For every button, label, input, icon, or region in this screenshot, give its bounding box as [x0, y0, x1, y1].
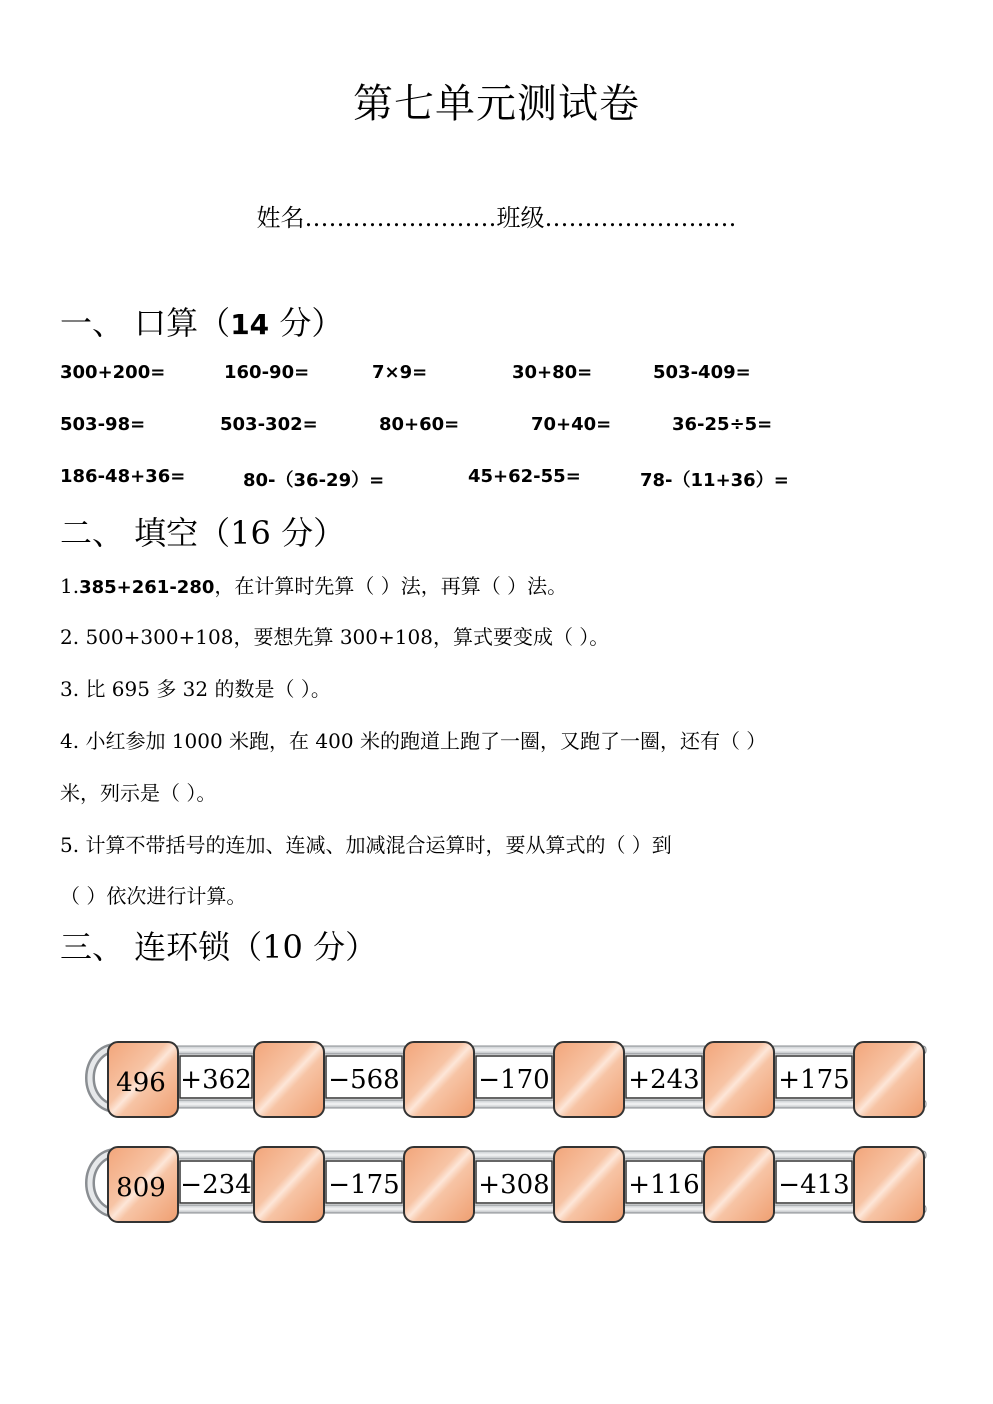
oral-item: 160-90= [224, 362, 310, 383]
section-1-heading [60, 298, 343, 344]
op-text: −568 [328, 1065, 400, 1095]
name-class-line: 姓名……………………班级…………………… [256, 204, 737, 232]
fill-q1-number: 1. [60, 574, 80, 598]
oral-item: 300+200= [60, 362, 166, 383]
oral-item: 30+80= [512, 362, 593, 383]
fill-q4-line2: 米，列示是（ ）。 [60, 781, 217, 805]
op-text: −413 [778, 1170, 850, 1200]
lock-body [704, 1147, 774, 1222]
start-number: 496 [116, 1068, 166, 1098]
lock-body [404, 1042, 474, 1117]
fill-q5-line1: 5. 计算不带括号的连加、连减、加减混合运算时，要从算式的（ ）到 [60, 833, 672, 857]
section-1-unit: 分） [269, 304, 344, 342]
lock-body [254, 1042, 324, 1117]
fill-q1-expression: 385+261-280 [79, 577, 215, 598]
fill-q1-text: ，在计算时先算（ ）法，再算（ ）法。 [214, 574, 568, 598]
oral-item: 503-409= [653, 362, 751, 383]
oral-item: 70+40= [531, 414, 612, 435]
fill-q4-line1: 4. 小红参加 1000 米跑，在 400 米的跑道上跑了一圈，又跑了一圈，还有（ ） [60, 729, 767, 753]
lock-body [404, 1147, 474, 1222]
oral-row-3 [60, 466, 960, 496]
chain-row-2 [90, 1147, 926, 1222]
op-text: +116 [628, 1170, 700, 1200]
lock-body [554, 1042, 624, 1117]
lock-body [254, 1147, 324, 1222]
op-text: +308 [478, 1170, 550, 1200]
section-1-score: 14 [230, 308, 270, 341]
op-text: −234 [180, 1170, 252, 1200]
start-number: 809 [116, 1173, 166, 1203]
lock-body [554, 1147, 624, 1222]
fill-q2: 2. 500+300+108，要想先算 300+108，算式要变成（ ）。 [60, 625, 610, 649]
oral-item: 503-302= [220, 414, 318, 435]
section-3-heading: 三、 连环锁（10 分） [60, 928, 378, 966]
section-2-heading: 二、 填空（16 分） [60, 514, 346, 552]
oral-item: 45+62-55= [468, 466, 581, 487]
oral-item: 80-（36-29）= [243, 470, 385, 491]
op-text: −170 [478, 1065, 550, 1095]
op-text: +243 [628, 1065, 700, 1095]
oral-item: 80+60= [379, 414, 460, 435]
op-text: +175 [778, 1065, 850, 1095]
lock-body [704, 1042, 774, 1117]
oral-item: 78-（11+36）= [640, 470, 789, 491]
oral-item: 7×9= [372, 362, 428, 383]
fill-q5-line2: （ ）依次进行计算。 [60, 884, 247, 908]
oral-item: 503-98= [60, 414, 146, 435]
op-text: −175 [328, 1170, 400, 1200]
section-1-label: 一、 口算（ [60, 304, 231, 342]
chain-row-1 [90, 1042, 926, 1117]
lock-body [854, 1042, 924, 1117]
oral-row-1 [60, 362, 960, 392]
page-title: 第七单元测试卷 [353, 81, 640, 127]
lock-body [854, 1147, 924, 1222]
fill-q3: 3. 比 695 多 32 的数是（ ）。 [60, 677, 331, 701]
oral-item: 186-48+36= [60, 466, 186, 487]
fill-q1 [60, 570, 567, 599]
oral-row-2 [60, 414, 960, 444]
oral-item: 36-25÷5= [672, 414, 773, 435]
op-text: +362 [180, 1065, 252, 1095]
chain-locks [66, 1030, 936, 1230]
